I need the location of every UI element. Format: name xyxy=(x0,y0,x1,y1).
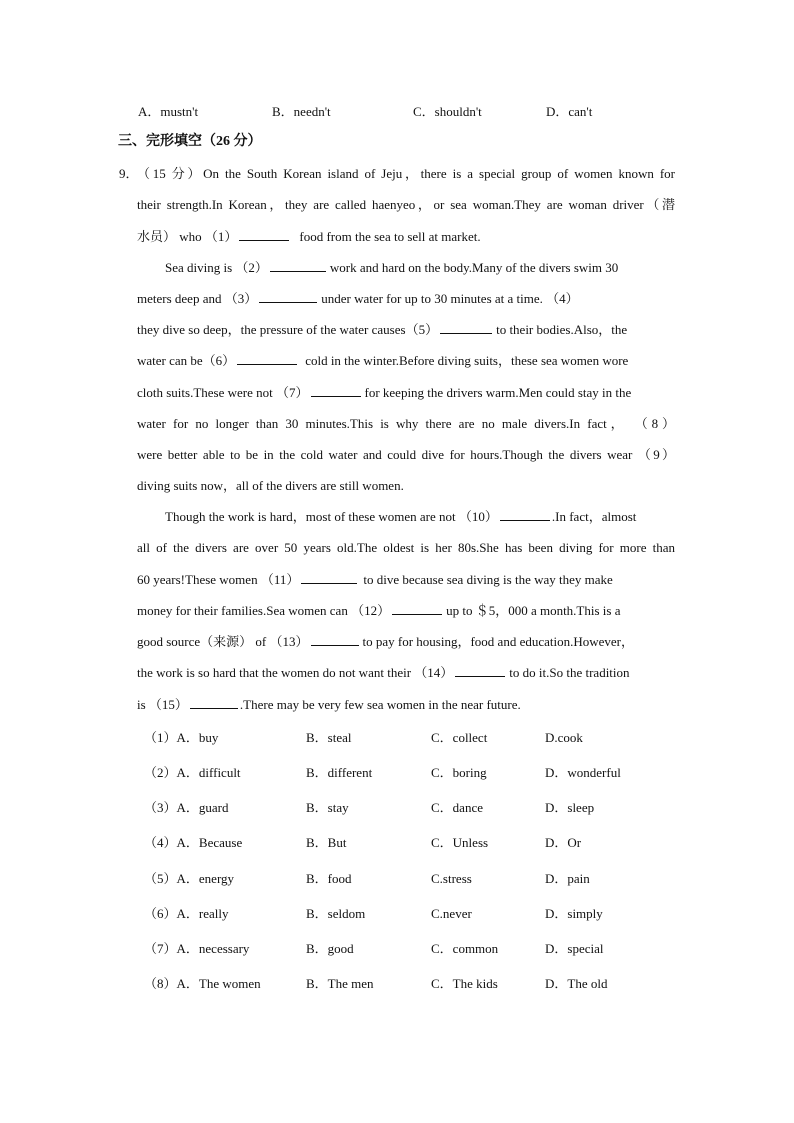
prev-option-c: C．shouldn't xyxy=(413,104,482,119)
blank-15[interactable] xyxy=(190,696,238,709)
passage-line: Sea diving is （2） work and hard on the body.Many of the divers swim 30 xyxy=(165,260,619,275)
option-row xyxy=(0,869,794,889)
prev-question-options xyxy=(0,102,794,122)
option-d[interactable]: D．The old xyxy=(545,976,608,991)
option-c[interactable]: C．common xyxy=(431,941,499,956)
option-b[interactable]: B．good xyxy=(306,941,354,956)
option-row xyxy=(0,763,794,783)
blank-14[interactable] xyxy=(455,664,505,677)
passage-line: good source（来源） of （13） to pay for housing，food and education.However， xyxy=(137,634,635,649)
option-a[interactable]: （7）A．necessary xyxy=(144,941,250,956)
option-a[interactable]: （1）A．buy xyxy=(144,730,219,745)
option-b[interactable]: B．seldom xyxy=(306,906,366,921)
prev-option-b: B．needn't xyxy=(272,104,331,119)
option-c[interactable]: C．Unless xyxy=(431,835,489,850)
blank-5[interactable] xyxy=(440,321,492,334)
option-row xyxy=(0,798,794,818)
passage-line: 60 years!These women （11） to dive because sea diving is the way they make xyxy=(137,572,613,587)
option-d[interactable]: D.cook xyxy=(545,730,583,745)
passage-line: water can be（6） cold in the winter.Before diving suits，these sea women wore xyxy=(137,353,629,368)
option-row xyxy=(0,904,794,924)
blank-13[interactable] xyxy=(311,633,359,646)
passage-line: meters deep and （3） under water for up to 30 minutes at a time. （4） xyxy=(137,291,579,306)
option-c[interactable]: C．The kids xyxy=(431,976,498,991)
passage-line: money for their families.Sea women can （12） up to ＄5，000 a month.This is a xyxy=(137,603,621,618)
option-row xyxy=(0,728,794,748)
option-a[interactable]: （8）A．The women xyxy=(144,976,261,991)
prev-option-a: A．mustn't xyxy=(138,104,199,119)
option-d[interactable]: D．wonderful xyxy=(545,765,621,780)
blank-11[interactable] xyxy=(301,571,357,584)
passage-line: cloth suits.These were not （7） for keeping the drivers warm.Men could stay in the xyxy=(137,385,632,400)
option-c[interactable]: C．dance xyxy=(431,800,483,815)
passage-line: were better able to be in the cold water and could dive for hours.Though the divers wear （9） xyxy=(137,447,675,462)
passage-line: all of the divers are over 50 years old.The oldest is her 80s.She has been diving for more than xyxy=(137,540,675,555)
passage-line: （15 分）On the South Korean island of Jeju，there is a special group of women known for xyxy=(137,166,675,181)
option-row xyxy=(0,833,794,853)
option-b[interactable]: B．food xyxy=(306,871,352,886)
option-d[interactable]: D．simply xyxy=(545,906,603,921)
option-a[interactable]: （4）A．Because xyxy=(144,835,243,850)
option-c[interactable]: C.never xyxy=(431,906,472,921)
option-row xyxy=(0,974,794,994)
passage-line: they dive so deep，the pressure of the water causes（5） to their bodies.Also，the xyxy=(137,322,628,337)
passage-line: their strength.In Korean，they are called haenyeo，or sea woman.They are woman driver（潜 xyxy=(137,197,675,212)
blank-3[interactable] xyxy=(259,290,317,303)
option-b[interactable]: B．The men xyxy=(306,976,374,991)
passage-line: 水员） who （1） food from the sea to sell at market. xyxy=(137,229,481,244)
option-b[interactable]: B．steal xyxy=(306,730,352,745)
passage-line: diving suits now，all of the divers are still women. xyxy=(137,478,404,493)
option-b[interactable]: B．different xyxy=(306,765,373,780)
blank-1[interactable] xyxy=(239,228,289,241)
option-c[interactable]: C．collect xyxy=(431,730,488,745)
question-number: 9． xyxy=(119,166,139,181)
option-row xyxy=(0,939,794,959)
option-d[interactable]: D．sleep xyxy=(545,800,595,815)
passage-line: is （15） .There may be very few sea women in the near future. xyxy=(137,697,521,712)
option-c[interactable]: C.stress xyxy=(431,871,472,886)
passage-line: water for no longer than 30 minutes.This is why there are no male divers.In fact， （8） xyxy=(137,416,675,431)
passage-line: Though the work is hard，most of these women are not （10） .In fact，almost xyxy=(165,509,637,524)
option-a[interactable]: （5）A．energy xyxy=(144,871,235,886)
option-a[interactable]: （6）A．really xyxy=(144,906,229,921)
option-d[interactable]: D．Or xyxy=(545,835,582,850)
passage-line: the work is so hard that the women do not want their （14） to do it.So the tradition xyxy=(137,665,630,680)
option-d[interactable]: D．special xyxy=(545,941,604,956)
blank-10[interactable] xyxy=(500,508,550,521)
blank-2[interactable] xyxy=(270,259,326,272)
section-title: 三、完形填空（26 分） xyxy=(118,134,262,149)
blank-7[interactable] xyxy=(311,384,361,397)
option-d[interactable]: D．pain xyxy=(545,871,590,886)
blank-12[interactable] xyxy=(392,602,442,615)
option-b[interactable]: B．stay xyxy=(306,800,349,815)
option-c[interactable]: C．boring xyxy=(431,765,487,780)
option-a[interactable]: （2）A．difficult xyxy=(144,765,241,780)
option-b[interactable]: B．But xyxy=(306,835,347,850)
prev-option-d: D．can't xyxy=(546,104,593,119)
blank-6[interactable] xyxy=(237,352,297,365)
option-a[interactable]: （3）A．guard xyxy=(144,800,229,815)
